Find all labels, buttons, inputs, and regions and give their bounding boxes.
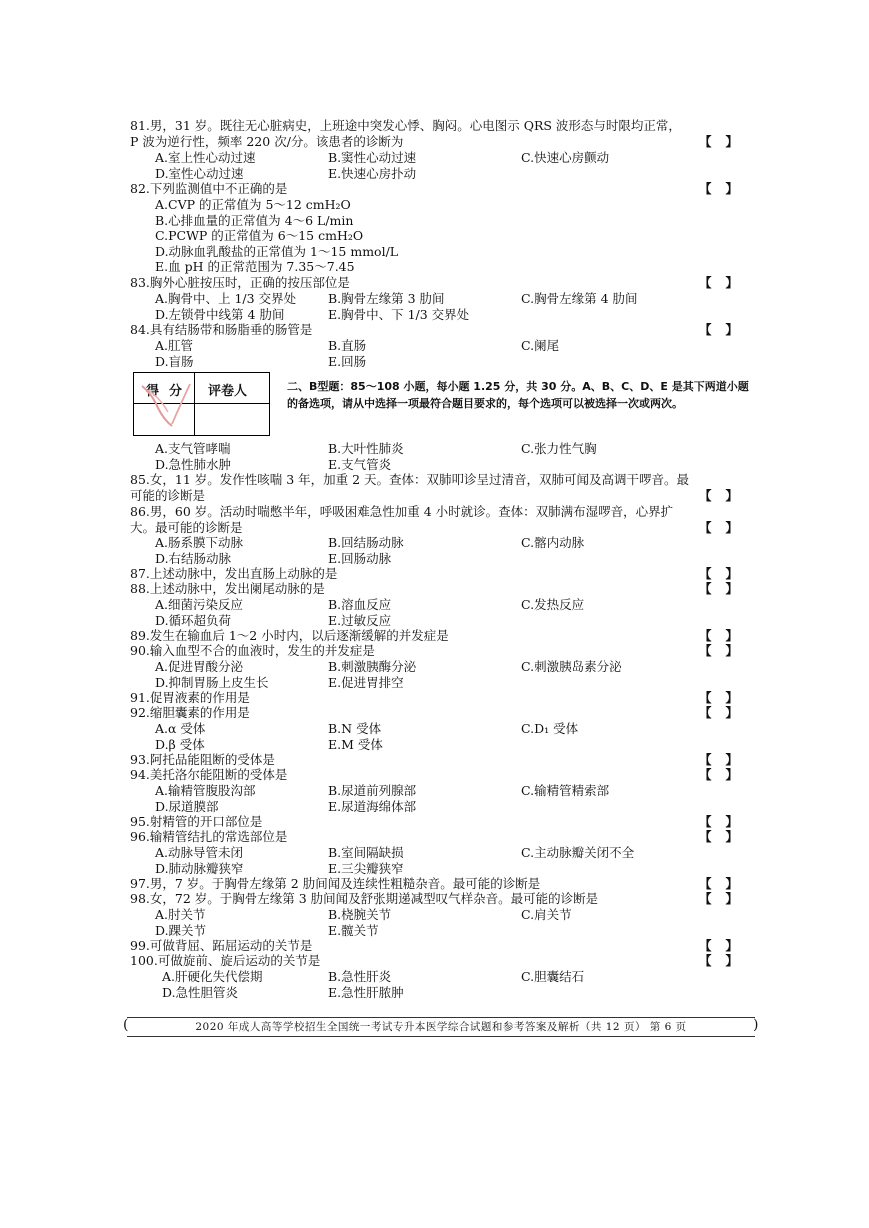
option-a: A.α 受体	[155, 721, 206, 736]
option-c: C.快速心房颤动	[521, 150, 610, 165]
option-d: D.尿道膜部	[155, 798, 219, 814]
option-b: B.大叶性肺炎	[328, 441, 404, 456]
answer-bracket[interactable]: 【】	[698, 628, 752, 643]
q82-stem: 82.下列监测值中不正确的是 【】	[130, 181, 752, 196]
option-d: D.抑制胃肠上皮生长	[155, 674, 269, 690]
option-a: A.肛管	[155, 338, 194, 353]
option-b: B.尿道前列腺部	[328, 783, 417, 798]
q100-stem: 100.可做旋前、旋后运动的关节是 【】	[130, 953, 752, 968]
option-a: A.肘关节	[155, 907, 206, 922]
option-e: E.三尖瓣狭窄	[328, 860, 404, 876]
option-a: A.促进胃酸分泌	[155, 659, 244, 674]
option-d: D.肺动脉瓣狭窄	[155, 860, 244, 876]
answer-bracket[interactable]: 【】	[698, 752, 752, 767]
option-b: B.回结肠动脉	[328, 535, 404, 550]
q85-line1: 85.女，11 岁。发作性咳喘 3 年，加重 2 天。查体：双肺叩诊呈过清音，双肺可闻及高调干啰音。最	[130, 472, 690, 487]
option-c: C.D₁ 受体	[521, 721, 579, 736]
footer-left-paren: (	[123, 1017, 129, 1033]
q98-stem: 98.女，72 岁。于胸骨左缘第 3 肋间闻及舒张期递减型叹气样杂音。最可能的诊断是 【】	[130, 891, 752, 906]
option-e: E.支气管炎	[328, 456, 392, 472]
option-a: A.肝硬化失代偿期	[162, 969, 263, 984]
q97-stem: 97.男，7 岁。于胸骨左缘第 2 肋间闻及连续性粗糙杂音。最可能的诊断是 【】	[130, 876, 752, 891]
grader-label: 评卷人	[208, 384, 248, 399]
q85-line2: 可能的诊断是 【】	[130, 488, 752, 503]
option-e: E.髋关节	[328, 922, 379, 938]
answer-bracket[interactable]: 【】	[698, 829, 752, 844]
option-a: A.输精管腹股沟部	[155, 783, 256, 798]
option-e: E.促进胃排空	[328, 674, 404, 690]
q87-stem: 87.上述动脉中，发出直肠上动脉的是 【】	[130, 566, 752, 581]
q87-88-options	[155, 535, 755, 566]
option-e: E.胸骨中、下 1/3 交界处	[328, 306, 470, 322]
footer-text: 2020 年成人高等学校招生全国统一考试专升本医学综合试题和参考答案及解析（共 12 页） 第 6 页	[195, 1021, 687, 1033]
answer-bracket[interactable]: 【】	[698, 275, 752, 290]
q95-stem: 95.射精管的开口部位是 【】	[130, 814, 752, 829]
answer-bracket[interactable]: 【】	[698, 690, 752, 705]
option-d: D.踝关节	[155, 922, 207, 938]
answer-bracket[interactable]: 【】	[698, 581, 752, 596]
q99-100-options	[155, 907, 755, 938]
q81-options	[155, 150, 755, 181]
answer-bracket[interactable]: 【】	[698, 953, 752, 968]
answer-bracket[interactable]: 【】	[698, 520, 752, 535]
q86-line1: 86.男，60 岁。活动时喘憋半年，呼吸困难急性加重 4 小时就诊。查体：双肺满布湿啰音，心界扩	[130, 504, 674, 519]
q90-stem: 90.输入血型不合的血液时，发生的并发症是 【】	[130, 643, 752, 658]
option-d: D.右结肠动脉	[155, 550, 232, 566]
option-c: C.肩关节	[521, 907, 572, 922]
q89-stem: 89.发生在输血后 1～2 小时内，以后逐渐缓解的并发症是 【】	[130, 628, 752, 643]
answer-bracket[interactable]: 【】	[698, 705, 752, 720]
answer-bracket[interactable]: 【】	[698, 134, 752, 149]
q91-stem: 91.促胃液素的作用是 【】	[130, 690, 752, 705]
q92-stem: 92.缩胆囊素的作用是 【】	[130, 705, 752, 720]
q93-94-options	[155, 721, 755, 752]
answer-bracket[interactable]: 【】	[698, 876, 752, 891]
option-b: B.急性肝炎	[328, 969, 392, 984]
answer-bracket[interactable]: 【】	[698, 891, 752, 906]
option-a: A.肠系膜下动脉	[155, 535, 244, 550]
q86-line2: 大。最可能的诊断是 【】	[130, 520, 752, 535]
q81-line2: P 波为逆行性，频率 220 次/分。该患者的诊断为 【】	[130, 134, 752, 149]
option-a: A.动脉导管未闭	[155, 845, 244, 860]
option-c: C.刺激胰岛素分泌	[521, 659, 622, 674]
section-b-instructions: 二、B型题：85～108 小题，每小题 1.25 分，共 30 分。A、B、C、D、E 是其下两道小题的备选项，请从中选择一项最符合题目要求的，每个选项可以被选择一次或两次。	[287, 380, 749, 410]
answer-bracket[interactable]: 【】	[698, 938, 752, 953]
answer-bracket[interactable]: 【】	[698, 643, 752, 658]
q93-stem: 93.阿托品能阻断的受体是 【】	[130, 752, 752, 767]
option-d: D.急性肺水肿	[155, 456, 232, 472]
option-e: E.急性肝脓肿	[328, 984, 404, 1000]
option-b: B.室间隔缺损	[328, 845, 404, 860]
option-b: B.刺激胰酶分泌	[328, 659, 417, 674]
option-e: E.尿道海绵体部	[328, 798, 417, 814]
option-c: C.髂内动脉	[521, 535, 585, 550]
option-c: C.阑尾	[521, 338, 560, 353]
option-a: A.细菌污染反应	[155, 597, 244, 612]
option-c: C.张力性气胸	[521, 441, 597, 456]
q101-102-options	[162, 969, 762, 1000]
option-a: A.支气管哮喘	[155, 441, 231, 456]
q95-96-options	[155, 783, 755, 814]
option-e: E.回肠动脉	[328, 550, 392, 566]
q81-line1: 81.男，31 岁。既往无心脏病史，上班途中突发心悸、胸闷。心电图示 QRS 波形态与时限均正常，	[130, 118, 681, 133]
option-b: B.窦性心动过速	[328, 150, 417, 165]
option-c: C.胆囊结石	[521, 969, 585, 984]
option-a: A.室上性心动过速	[155, 150, 256, 165]
option-d: D.动脉血乳酸盐的正常值为 1～15 mmol/L	[155, 243, 399, 259]
option-b: B.桡腕关节	[328, 907, 392, 922]
answer-bracket[interactable]: 【】	[698, 322, 752, 337]
option-d: D.盲肠	[155, 353, 194, 369]
option-d: D.循环超负荷	[155, 612, 232, 628]
option-c: C.输精管精索部	[521, 783, 610, 798]
option-a: A.胸骨中、上 1/3 交界处	[155, 291, 297, 306]
option-e: E.血 pH 的正常范围为 7.35～7.45	[155, 259, 355, 274]
option-e: E.回肠	[328, 353, 367, 369]
q83-stem: 83.胸外心脏按压时，正确的按压部位是 【】	[130, 275, 752, 290]
option-d: D.左锁骨中线第 4 肋间	[155, 306, 285, 322]
answer-bracket[interactable]: 【】	[698, 767, 752, 782]
q89-90-options	[155, 597, 755, 628]
q99-stem: 99.可做背屈、跖屈运动的关节是 【】	[130, 938, 752, 953]
option-e: E.快速心房扑动	[328, 165, 417, 181]
answer-bracket[interactable]: 【】	[698, 814, 752, 829]
answer-bracket[interactable]: 【】	[698, 488, 752, 503]
page-footer	[123, 1017, 759, 1037]
option-c: C.胸骨左缘第 4 肋间	[521, 291, 638, 306]
option-c: C.发热反应	[521, 597, 585, 612]
option-e: E.过敏反应	[328, 612, 392, 628]
answer-bracket[interactable]: 【】	[698, 566, 752, 581]
q82-options	[155, 197, 755, 275]
q83-options	[155, 291, 755, 322]
q97-98-options	[155, 845, 755, 876]
option-c: C.主动脉瓣关闭不全	[521, 845, 635, 860]
q91-92-options	[155, 659, 755, 690]
q84-stem: 84.具有结肠带和肠脂垂的肠管是 【】	[130, 322, 752, 337]
option-d: D.β 受体	[155, 736, 205, 752]
option-e: E.M 受体	[328, 736, 383, 752]
score-table-divider	[194, 373, 195, 435]
q88-stem: 88.上述动脉中，发出阑尾动脉的是 【】	[130, 581, 752, 596]
q84-options	[155, 338, 755, 369]
option-c: C.PCWP 的正常值为 6～15 cmH₂O	[155, 228, 364, 243]
option-b: B.胸骨左缘第 3 肋间	[328, 291, 445, 306]
option-d: D.室性心动过速	[155, 165, 244, 181]
score-table-header	[134, 373, 269, 404]
option-b: B.心排血量的正常值为 4～6 L/min	[155, 212, 354, 228]
option-b: B.N 受体	[328, 721, 382, 736]
score-label: 得分	[146, 384, 193, 399]
option-b: B.直肠	[328, 338, 367, 353]
score-table	[133, 372, 270, 436]
q96-stem: 96.输精管结扎的常选部位是 【】	[130, 829, 752, 844]
answer-bracket[interactable]: 【】	[698, 181, 752, 196]
option-d: D.急性胆管炎	[162, 984, 239, 1000]
footer-right-paren: )	[753, 1017, 759, 1033]
option-a: A.CVP 的正常值为 5～12 cmH₂O	[155, 197, 351, 212]
q94-stem: 94.美托洛尔能阻断的受体是 【】	[130, 767, 752, 782]
q85-86-options	[155, 441, 755, 472]
option-b: B.溶血反应	[328, 597, 392, 612]
